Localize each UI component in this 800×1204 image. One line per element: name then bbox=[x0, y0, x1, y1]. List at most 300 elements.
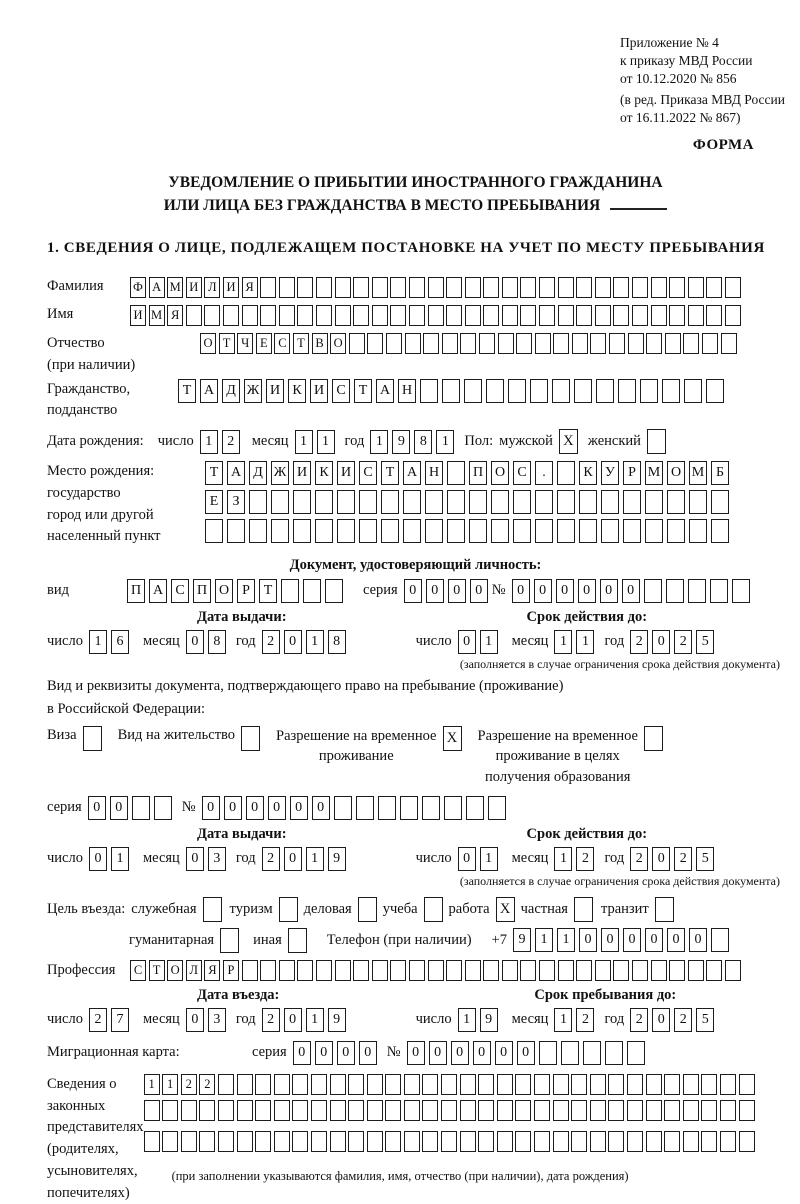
char-cell[interactable] bbox=[220, 928, 239, 953]
char-cell[interactable]: Т bbox=[381, 461, 399, 485]
char-cell[interactable] bbox=[249, 519, 267, 543]
char-cell[interactable] bbox=[420, 379, 438, 403]
char-cell[interactable] bbox=[260, 960, 276, 981]
char-cell[interactable]: 0 bbox=[284, 1008, 302, 1032]
char-cell[interactable]: 2 bbox=[674, 1008, 692, 1032]
stay-day-input[interactable] bbox=[458, 1008, 502, 1032]
char-cell[interactable] bbox=[386, 333, 402, 354]
char-cell[interactable] bbox=[255, 1100, 271, 1121]
char-cell[interactable] bbox=[483, 277, 499, 298]
char-cell[interactable] bbox=[574, 379, 592, 403]
char-cell[interactable]: 3 bbox=[208, 847, 226, 871]
char-cell[interactable] bbox=[576, 277, 592, 298]
char-cell[interactable] bbox=[460, 1074, 476, 1095]
char-cell[interactable] bbox=[162, 1100, 178, 1121]
char-cell[interactable] bbox=[335, 960, 351, 981]
char-cell[interactable] bbox=[311, 1074, 327, 1095]
char-cell[interactable] bbox=[571, 1074, 587, 1095]
char-cell[interactable] bbox=[530, 379, 548, 403]
char-cell[interactable]: Т bbox=[178, 379, 196, 403]
char-cell[interactable] bbox=[330, 1074, 346, 1095]
char-cell[interactable]: 1 bbox=[162, 1074, 178, 1095]
char-cell[interactable]: 0 bbox=[110, 796, 128, 820]
char-cell[interactable]: 0 bbox=[337, 1041, 355, 1065]
char-cell[interactable] bbox=[623, 490, 641, 514]
char-cell[interactable]: 2 bbox=[576, 847, 594, 871]
char-cell[interactable] bbox=[667, 490, 685, 514]
char-cell[interactable] bbox=[404, 1100, 420, 1121]
char-cell[interactable]: 5 bbox=[696, 1008, 714, 1032]
char-cell[interactable] bbox=[646, 1100, 662, 1121]
char-cell[interactable]: С bbox=[274, 333, 290, 354]
char-cell[interactable] bbox=[601, 490, 619, 514]
char-cell[interactable] bbox=[378, 796, 396, 820]
char-cell[interactable] bbox=[535, 333, 551, 354]
char-cell[interactable] bbox=[316, 277, 332, 298]
char-cell[interactable]: О bbox=[330, 333, 346, 354]
char-cell[interactable] bbox=[390, 305, 406, 326]
char-cell[interactable] bbox=[579, 490, 597, 514]
char-cell[interactable]: 3 bbox=[208, 1008, 226, 1032]
char-cell[interactable] bbox=[576, 960, 592, 981]
char-cell[interactable]: С bbox=[332, 379, 350, 403]
char-cell[interactable] bbox=[535, 519, 553, 543]
char-cell[interactable] bbox=[576, 305, 592, 326]
purpose-tourism-checkbox[interactable] bbox=[279, 897, 298, 922]
char-cell[interactable] bbox=[539, 305, 555, 326]
char-cell[interactable]: 0 bbox=[600, 579, 618, 603]
char-cell[interactable] bbox=[297, 305, 313, 326]
char-cell[interactable] bbox=[274, 1074, 290, 1095]
char-cell[interactable]: 0 bbox=[517, 1041, 535, 1065]
char-cell[interactable]: А bbox=[149, 277, 165, 298]
stay-month-input[interactable] bbox=[554, 1008, 598, 1032]
char-cell[interactable] bbox=[349, 333, 365, 354]
char-cell[interactable] bbox=[446, 960, 462, 981]
char-cell[interactable]: 1 bbox=[89, 630, 107, 654]
char-cell[interactable]: Р bbox=[623, 461, 641, 485]
char-cell[interactable]: 0 bbox=[579, 928, 597, 952]
char-cell[interactable]: 0 bbox=[89, 847, 107, 871]
char-cell[interactable] bbox=[572, 333, 588, 354]
representatives-input-row-2[interactable] bbox=[144, 1100, 758, 1121]
char-cell[interactable] bbox=[491, 490, 509, 514]
char-cell[interactable] bbox=[488, 796, 506, 820]
char-cell[interactable] bbox=[447, 490, 465, 514]
char-cell[interactable] bbox=[144, 1100, 160, 1121]
char-cell[interactable]: 0 bbox=[652, 1008, 670, 1032]
char-cell[interactable] bbox=[409, 960, 425, 981]
char-cell[interactable] bbox=[442, 333, 458, 354]
char-cell[interactable]: 1 bbox=[200, 430, 218, 454]
char-cell[interactable] bbox=[428, 277, 444, 298]
phone-input[interactable] bbox=[513, 928, 733, 952]
char-cell[interactable] bbox=[483, 305, 499, 326]
char-cell[interactable] bbox=[590, 333, 606, 354]
purpose-private-checkbox[interactable] bbox=[574, 897, 593, 922]
migration-series-input[interactable] bbox=[293, 1041, 381, 1065]
char-cell[interactable]: С bbox=[513, 461, 531, 485]
char-cell[interactable] bbox=[590, 1131, 606, 1152]
char-cell[interactable] bbox=[502, 277, 518, 298]
temp-permit-checkbox[interactable] bbox=[443, 726, 462, 751]
char-cell[interactable]: 1 bbox=[480, 847, 498, 871]
char-cell[interactable] bbox=[367, 1074, 383, 1095]
char-cell[interactable] bbox=[404, 1131, 420, 1152]
purpose-transit-checkbox[interactable] bbox=[655, 897, 674, 922]
char-cell[interactable] bbox=[601, 519, 619, 543]
char-cell[interactable] bbox=[595, 305, 611, 326]
char-cell[interactable]: А bbox=[227, 461, 245, 485]
char-cell[interactable] bbox=[292, 1074, 308, 1095]
char-cell[interactable]: А bbox=[403, 461, 421, 485]
doc-expiry-month-input[interactable] bbox=[554, 630, 598, 654]
char-cell[interactable] bbox=[590, 1074, 606, 1095]
char-cell[interactable]: 1 bbox=[317, 430, 335, 454]
char-cell[interactable] bbox=[497, 1131, 513, 1152]
char-cell[interactable] bbox=[390, 277, 406, 298]
char-cell[interactable] bbox=[640, 379, 658, 403]
char-cell[interactable] bbox=[465, 277, 481, 298]
char-cell[interactable] bbox=[595, 960, 611, 981]
char-cell[interactable] bbox=[513, 519, 531, 543]
char-cell[interactable]: П bbox=[193, 579, 211, 603]
char-cell[interactable] bbox=[260, 305, 276, 326]
char-cell[interactable] bbox=[478, 1100, 494, 1121]
char-cell[interactable] bbox=[144, 1131, 160, 1152]
char-cell[interactable] bbox=[316, 960, 332, 981]
char-cell[interactable] bbox=[632, 960, 648, 981]
char-cell[interactable]: 0 bbox=[448, 579, 466, 603]
char-cell[interactable] bbox=[665, 333, 681, 354]
char-cell[interactable]: 1 bbox=[480, 630, 498, 654]
char-cell[interactable]: Д bbox=[249, 461, 267, 485]
char-cell[interactable] bbox=[645, 519, 663, 543]
citizenship-input[interactable] bbox=[178, 379, 728, 403]
char-cell[interactable]: 0 bbox=[645, 928, 663, 952]
char-cell[interactable] bbox=[534, 1131, 550, 1152]
char-cell[interactable] bbox=[367, 1100, 383, 1121]
char-cell[interactable] bbox=[515, 1100, 531, 1121]
char-cell[interactable] bbox=[720, 1074, 736, 1095]
char-cell[interactable] bbox=[557, 461, 575, 485]
char-cell[interactable]: В bbox=[312, 333, 328, 354]
char-cell[interactable] bbox=[279, 960, 295, 981]
char-cell[interactable] bbox=[662, 379, 680, 403]
purpose-work-checkbox[interactable] bbox=[496, 897, 515, 922]
char-cell[interactable] bbox=[609, 333, 625, 354]
char-cell[interactable] bbox=[132, 796, 150, 820]
char-cell[interactable]: О bbox=[215, 579, 233, 603]
char-cell[interactable]: 2 bbox=[181, 1074, 197, 1095]
char-cell[interactable]: 1 bbox=[554, 1008, 572, 1032]
char-cell[interactable] bbox=[469, 490, 487, 514]
char-cell[interactable] bbox=[428, 305, 444, 326]
char-cell[interactable] bbox=[608, 1100, 624, 1121]
char-cell[interactable]: X bbox=[443, 726, 462, 751]
char-cell[interactable]: 0 bbox=[315, 1041, 333, 1065]
char-cell[interactable]: З bbox=[227, 490, 245, 514]
char-cell[interactable]: 0 bbox=[578, 579, 596, 603]
char-cell[interactable] bbox=[358, 897, 377, 922]
char-cell[interactable] bbox=[664, 1131, 680, 1152]
char-cell[interactable] bbox=[710, 579, 728, 603]
char-cell[interactable] bbox=[683, 1131, 699, 1152]
patronymic-input[interactable] bbox=[200, 333, 739, 354]
char-cell[interactable]: 2 bbox=[576, 1008, 594, 1032]
char-cell[interactable] bbox=[478, 1131, 494, 1152]
char-cell[interactable] bbox=[508, 379, 526, 403]
char-cell[interactable] bbox=[242, 305, 258, 326]
char-cell[interactable] bbox=[683, 1100, 699, 1121]
char-cell[interactable]: 0 bbox=[224, 796, 242, 820]
char-cell[interactable] bbox=[465, 305, 481, 326]
char-cell[interactable] bbox=[162, 1131, 178, 1152]
char-cell[interactable]: 0 bbox=[667, 928, 685, 952]
char-cell[interactable] bbox=[425, 519, 443, 543]
char-cell[interactable]: 2 bbox=[262, 1008, 280, 1032]
char-cell[interactable]: 0 bbox=[407, 1041, 425, 1065]
char-cell[interactable]: 1 bbox=[458, 1008, 476, 1032]
char-cell[interactable] bbox=[316, 305, 332, 326]
char-cell[interactable] bbox=[561, 1041, 579, 1065]
purpose-study-checkbox[interactable] bbox=[424, 897, 443, 922]
char-cell[interactable] bbox=[613, 960, 629, 981]
char-cell[interactable] bbox=[337, 519, 355, 543]
char-cell[interactable] bbox=[720, 1100, 736, 1121]
char-cell[interactable] bbox=[367, 333, 383, 354]
char-cell[interactable] bbox=[293, 519, 311, 543]
char-cell[interactable] bbox=[669, 305, 685, 326]
char-cell[interactable]: 2 bbox=[89, 1008, 107, 1032]
char-cell[interactable] bbox=[574, 897, 593, 922]
char-cell[interactable] bbox=[669, 960, 685, 981]
char-cell[interactable] bbox=[466, 796, 484, 820]
char-cell[interactable] bbox=[689, 490, 707, 514]
residence-number-input[interactable] bbox=[202, 796, 510, 820]
char-cell[interactable] bbox=[428, 960, 444, 981]
char-cell[interactable]: 2 bbox=[674, 630, 692, 654]
char-cell[interactable] bbox=[701, 1131, 717, 1152]
char-cell[interactable]: С bbox=[171, 579, 189, 603]
char-cell[interactable]: 8 bbox=[208, 630, 226, 654]
char-cell[interactable] bbox=[422, 1074, 438, 1095]
char-cell[interactable] bbox=[651, 305, 667, 326]
char-cell[interactable]: 0 bbox=[284, 847, 302, 871]
char-cell[interactable]: 0 bbox=[458, 847, 476, 871]
char-cell[interactable]: 0 bbox=[426, 579, 444, 603]
char-cell[interactable] bbox=[83, 726, 102, 751]
char-cell[interactable] bbox=[725, 305, 741, 326]
char-cell[interactable] bbox=[516, 333, 532, 354]
char-cell[interactable]: 1 bbox=[557, 928, 575, 952]
char-cell[interactable] bbox=[381, 519, 399, 543]
char-cell[interactable] bbox=[260, 277, 276, 298]
char-cell[interactable] bbox=[237, 1074, 253, 1095]
char-cell[interactable] bbox=[281, 579, 299, 603]
char-cell[interactable]: 0 bbox=[268, 796, 286, 820]
char-cell[interactable]: 0 bbox=[293, 1041, 311, 1065]
char-cell[interactable] bbox=[348, 1100, 364, 1121]
char-cell[interactable] bbox=[353, 305, 369, 326]
char-cell[interactable]: Т bbox=[219, 333, 235, 354]
char-cell[interactable]: 5 bbox=[696, 847, 714, 871]
char-cell[interactable]: 0 bbox=[652, 630, 670, 654]
char-cell[interactable]: 0 bbox=[623, 928, 641, 952]
char-cell[interactable] bbox=[271, 490, 289, 514]
char-cell[interactable]: 1 bbox=[370, 430, 388, 454]
char-cell[interactable]: 1 bbox=[436, 430, 454, 454]
char-cell[interactable] bbox=[303, 579, 321, 603]
entry-year-input[interactable] bbox=[262, 1008, 350, 1032]
char-cell[interactable] bbox=[613, 277, 629, 298]
char-cell[interactable]: К bbox=[288, 379, 306, 403]
char-cell[interactable] bbox=[348, 1074, 364, 1095]
char-cell[interactable] bbox=[446, 277, 462, 298]
char-cell[interactable]: О bbox=[167, 960, 183, 981]
char-cell[interactable] bbox=[558, 305, 574, 326]
char-cell[interactable] bbox=[403, 519, 421, 543]
char-cell[interactable] bbox=[218, 1100, 234, 1121]
char-cell[interactable] bbox=[552, 379, 570, 403]
char-cell[interactable] bbox=[335, 305, 351, 326]
char-cell[interactable] bbox=[422, 796, 440, 820]
residence-expiry-month-input[interactable] bbox=[554, 847, 598, 871]
char-cell[interactable] bbox=[292, 1131, 308, 1152]
char-cell[interactable] bbox=[595, 277, 611, 298]
char-cell[interactable]: 8 bbox=[414, 430, 432, 454]
char-cell[interactable]: М bbox=[645, 461, 663, 485]
char-cell[interactable]: И bbox=[293, 461, 311, 485]
char-cell[interactable]: Я bbox=[204, 960, 220, 981]
char-cell[interactable]: А bbox=[149, 579, 167, 603]
char-cell[interactable] bbox=[520, 960, 536, 981]
char-cell[interactable] bbox=[372, 960, 388, 981]
char-cell[interactable] bbox=[701, 1074, 717, 1095]
char-cell[interactable] bbox=[199, 1131, 215, 1152]
purpose-official-checkbox[interactable] bbox=[203, 897, 222, 922]
char-cell[interactable] bbox=[292, 1100, 308, 1121]
char-cell[interactable] bbox=[409, 277, 425, 298]
char-cell[interactable] bbox=[502, 960, 518, 981]
char-cell[interactable] bbox=[688, 960, 704, 981]
char-cell[interactable]: 9 bbox=[328, 847, 346, 871]
char-cell[interactable]: 5 bbox=[696, 630, 714, 654]
char-cell[interactable] bbox=[422, 1100, 438, 1121]
residence-series-input[interactable] bbox=[88, 796, 176, 820]
char-cell[interactable] bbox=[520, 277, 536, 298]
migration-number-input[interactable] bbox=[407, 1041, 649, 1065]
char-cell[interactable] bbox=[325, 579, 343, 603]
char-cell[interactable] bbox=[553, 333, 569, 354]
residence-issue-year-input[interactable] bbox=[262, 847, 350, 871]
char-cell[interactable] bbox=[255, 1131, 271, 1152]
char-cell[interactable]: 9 bbox=[328, 1008, 346, 1032]
char-cell[interactable]: П bbox=[469, 461, 487, 485]
char-cell[interactable]: И bbox=[310, 379, 328, 403]
char-cell[interactable] bbox=[441, 1131, 457, 1152]
char-cell[interactable] bbox=[442, 379, 460, 403]
char-cell[interactable] bbox=[334, 796, 352, 820]
char-cell[interactable]: 0 bbox=[284, 630, 302, 654]
char-cell[interactable] bbox=[646, 1131, 662, 1152]
char-cell[interactable]: 0 bbox=[534, 579, 552, 603]
char-cell[interactable]: И bbox=[130, 305, 146, 326]
char-cell[interactable] bbox=[330, 1100, 346, 1121]
char-cell[interactable] bbox=[664, 1074, 680, 1095]
char-cell[interactable]: 9 bbox=[513, 928, 531, 952]
char-cell[interactable]: К bbox=[315, 461, 333, 485]
char-cell[interactable]: Т bbox=[293, 333, 309, 354]
doc-series-input[interactable] bbox=[404, 579, 492, 603]
char-cell[interactable] bbox=[154, 796, 172, 820]
char-cell[interactable]: Р bbox=[223, 960, 239, 981]
char-cell[interactable] bbox=[288, 928, 307, 953]
entry-day-input[interactable] bbox=[89, 1008, 133, 1032]
char-cell[interactable] bbox=[539, 960, 555, 981]
doc-number-input[interactable] bbox=[512, 579, 754, 603]
char-cell[interactable] bbox=[515, 1074, 531, 1095]
char-cell[interactable] bbox=[385, 1131, 401, 1152]
char-cell[interactable]: 0 bbox=[290, 796, 308, 820]
char-cell[interactable] bbox=[337, 490, 355, 514]
char-cell[interactable] bbox=[204, 305, 220, 326]
char-cell[interactable]: Л bbox=[186, 960, 202, 981]
char-cell[interactable]: 1 bbox=[295, 430, 313, 454]
char-cell[interactable] bbox=[711, 928, 729, 952]
char-cell[interactable]: 0 bbox=[202, 796, 220, 820]
char-cell[interactable]: 0 bbox=[88, 796, 106, 820]
char-cell[interactable]: А bbox=[200, 379, 218, 403]
char-cell[interactable] bbox=[644, 579, 662, 603]
doc-expiry-day-input[interactable] bbox=[458, 630, 502, 654]
char-cell[interactable] bbox=[486, 379, 504, 403]
char-cell[interactable] bbox=[688, 305, 704, 326]
char-cell[interactable] bbox=[667, 519, 685, 543]
doc-issue-year-input[interactable] bbox=[262, 630, 350, 654]
char-cell[interactable]: 0 bbox=[186, 847, 204, 871]
birth-month-input[interactable] bbox=[295, 430, 339, 454]
residence-expiry-day-input[interactable] bbox=[458, 847, 502, 871]
char-cell[interactable] bbox=[460, 333, 476, 354]
char-cell[interactable] bbox=[237, 1131, 253, 1152]
char-cell[interactable] bbox=[689, 519, 707, 543]
char-cell[interactable] bbox=[464, 379, 482, 403]
char-cell[interactable]: 2 bbox=[199, 1074, 215, 1095]
char-cell[interactable]: 0 bbox=[451, 1041, 469, 1065]
char-cell[interactable] bbox=[644, 726, 663, 751]
char-cell[interactable]: 2 bbox=[630, 1008, 648, 1032]
char-cell[interactable] bbox=[356, 796, 374, 820]
char-cell[interactable] bbox=[535, 490, 553, 514]
char-cell[interactable] bbox=[539, 277, 555, 298]
char-cell[interactable] bbox=[218, 1131, 234, 1152]
char-cell[interactable] bbox=[651, 277, 667, 298]
char-cell[interactable]: 2 bbox=[222, 430, 240, 454]
char-cell[interactable] bbox=[632, 305, 648, 326]
char-cell[interactable] bbox=[534, 1100, 550, 1121]
purpose-humanitarian-checkbox[interactable] bbox=[220, 928, 239, 953]
char-cell[interactable] bbox=[553, 1074, 569, 1095]
char-cell[interactable] bbox=[571, 1131, 587, 1152]
char-cell[interactable] bbox=[447, 461, 465, 485]
char-cell[interactable] bbox=[627, 1041, 645, 1065]
representatives-input-row-1[interactable] bbox=[144, 1074, 758, 1095]
char-cell[interactable]: И bbox=[186, 277, 202, 298]
char-cell[interactable] bbox=[706, 960, 722, 981]
char-cell[interactable]: 0 bbox=[689, 928, 707, 952]
char-cell[interactable] bbox=[381, 490, 399, 514]
